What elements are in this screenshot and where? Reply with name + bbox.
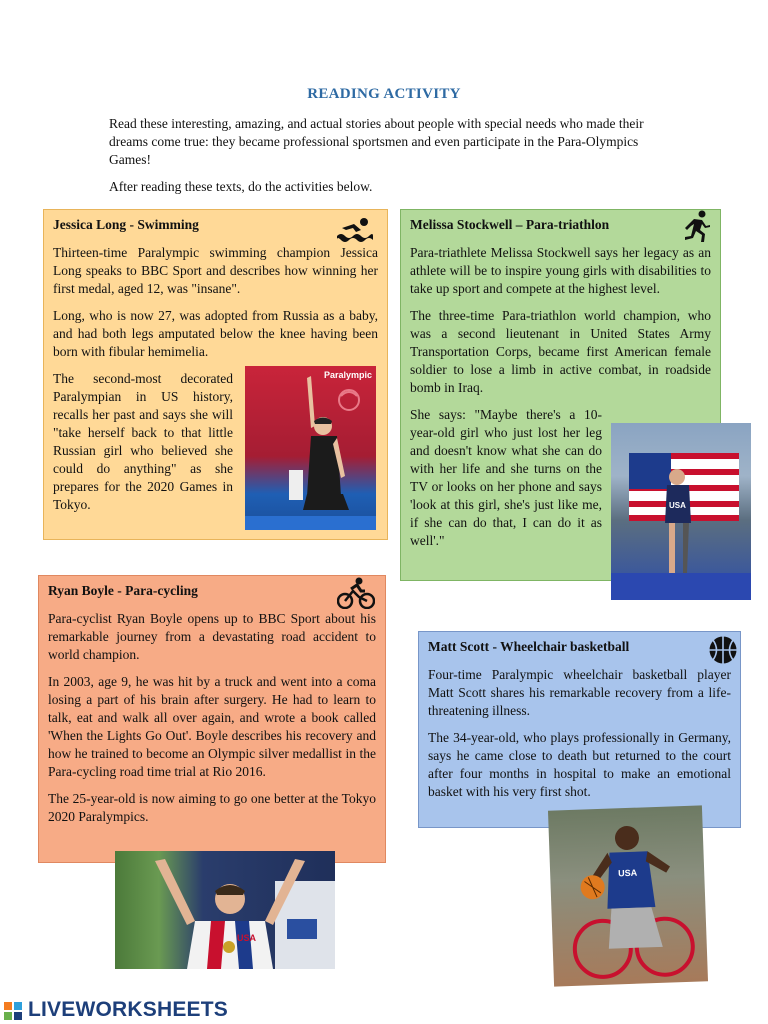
story-paragraph: In 2003, age 9, he was hit by a truck and went into a coma losing a part of his brain after surgery. He had to learn to talk, eat and walk all over again, and wrote a book called 'When the Lights Go Out'. Boyle describes his recovery and how he trained to become an Olympic silver medallist in the Para-cycling road time trial at Rio 2016.	[48, 674, 376, 779]
story-card-matt-scott	[418, 631, 741, 828]
story-paragraph: Thirteen-time Paralympic swimming champion Jessica Long speaks to BBC Sport and describes how winning her first medal, aged 12, was "insane".	[53, 245, 378, 296]
wheelchair-player	[548, 805, 708, 986]
story-paragraph: She says: "Maybe there's a 10-year-old girl who just lost her leg and doesn't know what she can do with her life and she turns on the TV or looks on her phone and says 'look at this girl, she's just like me, if she can do that, I can do it as well'."	[410, 407, 602, 548]
page-title: READING ACTIVITY	[307, 86, 461, 102]
photo-caption-text: Paralympic	[323, 370, 372, 380]
photo-caption-text: USA	[618, 867, 638, 879]
cyclist-celebrating	[115, 851, 335, 969]
swimmer-figure	[245, 366, 376, 530]
basketball-icon	[708, 635, 738, 665]
story-paragraph: Para-triathlete Melissa Stockwell says her legacy as an athlete will be to inspire young girls with disabilities to take up sport and compete at the highest level.	[410, 245, 711, 296]
runner-icon	[682, 210, 712, 244]
story-heading-ryan: Ryan Boyle - Para-cycling	[48, 583, 198, 598]
matt-scott-photo	[548, 805, 708, 986]
liveworksheets-logo-icon	[4, 1002, 22, 1020]
story-paragraph: The second-most decorated Paralympian in US history, recalls her past and says she will "take herself back to that little Russian girl who believed she could do anything" as she prepares for the 2020 Games in Tokyo.	[53, 371, 233, 512]
photo-caption-text: USA	[669, 501, 686, 510]
jessica-long-photo	[245, 366, 376, 530]
runner-with-flag	[611, 423, 751, 600]
intro-paragraph-1: Read these interesting, amazing, and actual stories about people with special needs who made their dreams come true: they became professional sportsmen and even participate in the Para-Olympics Games!	[109, 116, 644, 167]
ryan-boyle-photo	[115, 851, 335, 969]
intro-text	[109, 115, 661, 205]
story-paragraph: Long, who is now 27, was adopted from Russia as a baby, and had both legs amputated below the knee having been born with fibular hemimelia.	[53, 308, 378, 359]
intro-paragraph-2: After reading these texts, do the activities below.	[109, 179, 373, 194]
story-paragraph: The three-time Para-triathlon world champion, who was a second lieutenant in United States Army Transportation Corps, became first American female soldier to lose a limb in active combat, in roadside bomb in Iraq.	[410, 308, 711, 395]
story-heading-melissa: Melissa Stockwell – Para-triathlon	[410, 217, 610, 232]
cyclist-icon	[337, 577, 375, 609]
story-paragraph: The 34-year-old, who plays professionally in Germany, says he came close to death but returned to the court after four months in hospital to make an emotional basket with his very first shot.	[428, 730, 731, 799]
swimmer-icon	[336, 216, 374, 242]
story-paragraph: Four-time Paralympic wheelchair basketball player Matt Scott shares his remarkable recovery from a life-threatening illness.	[428, 667, 731, 718]
melissa-stockwell-photo	[611, 423, 751, 600]
story-paragraph: The 25-year-old is now aiming to go one better at the Tokyo 2020 Paralympics.	[48, 791, 376, 824]
story-card-ryan-boyle	[38, 575, 386, 863]
story-heading-jessica: Jessica Long - Swimming	[53, 217, 199, 232]
photo-caption-text: USA	[237, 933, 257, 943]
story-heading-matt: Matt Scott - Wheelchair basketball	[428, 639, 630, 654]
story-paragraph: Para-cyclist Ryan Boyle opens up to BBC Sport about his remarkable journey from a devastating road accident to world champion.	[48, 611, 376, 662]
liveworksheets-brand-text: LIVEWORKSHEETS	[28, 998, 228, 1021]
